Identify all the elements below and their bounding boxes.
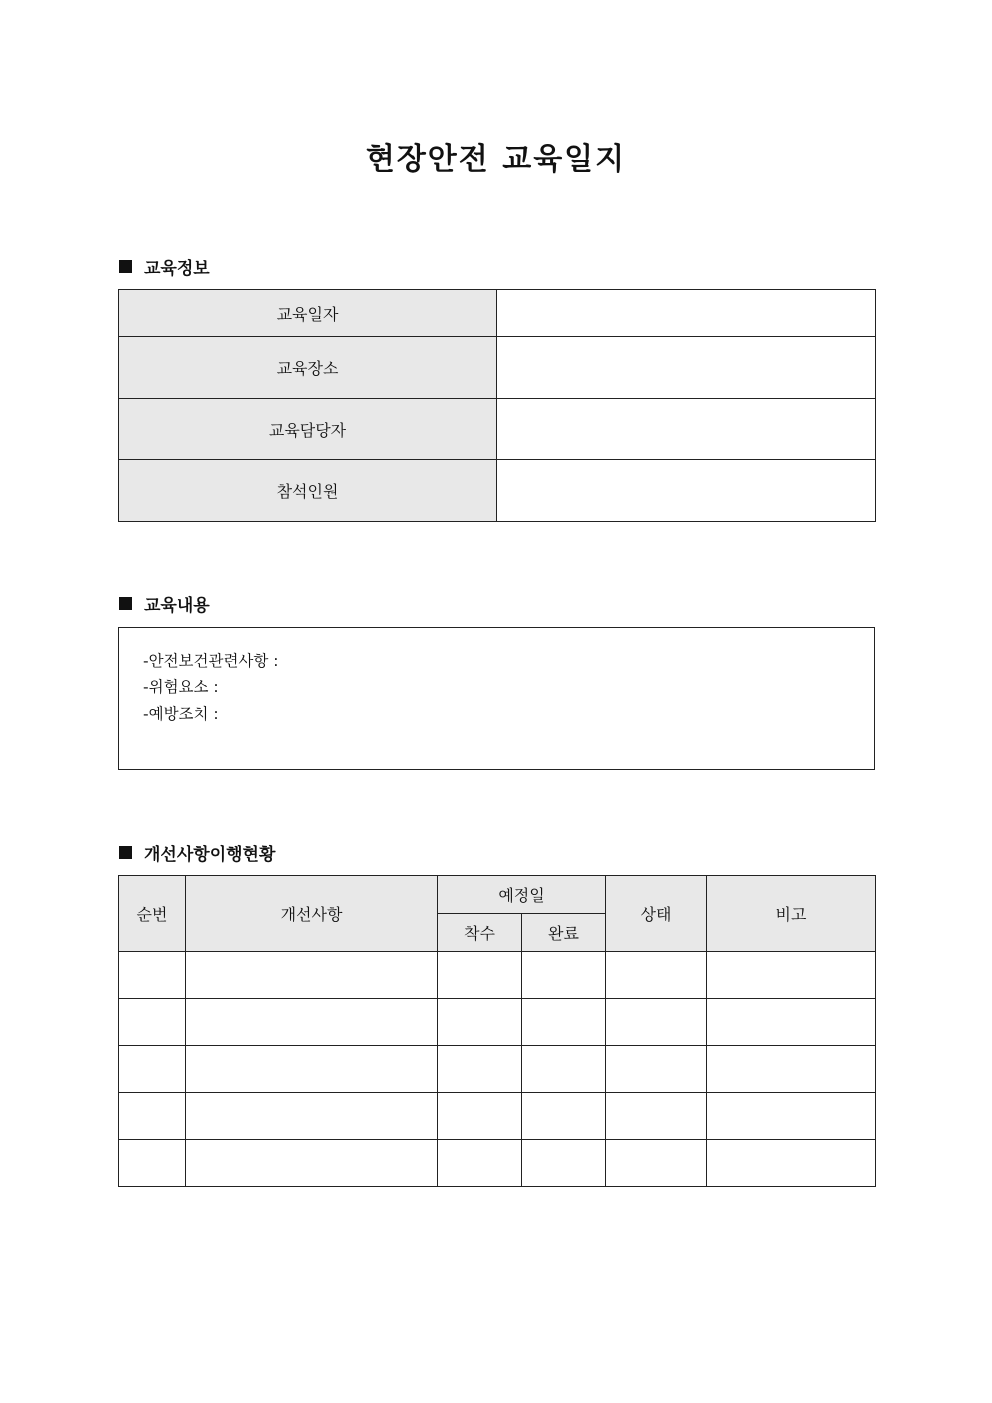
improvement-section-heading — [119, 840, 275, 865]
table-row — [119, 460, 876, 522]
cell-no[interactable] — [119, 1093, 186, 1140]
table-row — [119, 999, 876, 1046]
page-title: 현장안전 교육일지 — [365, 142, 627, 177]
cell-start[interactable] — [438, 1046, 522, 1093]
cell-complete[interactable] — [522, 1046, 606, 1093]
content-section-heading — [119, 591, 210, 616]
cell-item[interactable] — [186, 999, 438, 1046]
header-schedule: 예정일 — [438, 876, 606, 914]
cell-status[interactable] — [606, 1046, 707, 1093]
improvement-status-table — [118, 875, 876, 1187]
square-bullet-icon — [119, 597, 132, 610]
improvement-heading-label: 개선사항이행현황 — [144, 845, 276, 865]
info-label-place: 교육장소 — [119, 337, 497, 399]
info-label-attendees: 참석인원 — [119, 460, 497, 522]
cell-no[interactable] — [119, 999, 186, 1046]
cell-complete[interactable] — [522, 1140, 606, 1187]
content-heading-label: 교육내용 — [144, 596, 210, 616]
education-info-table — [118, 289, 876, 522]
square-bullet-icon — [119, 846, 132, 859]
info-value-instructor[interactable] — [497, 399, 876, 460]
table-row — [119, 290, 876, 337]
info-heading-label: 교육정보 — [144, 259, 210, 279]
table-row — [119, 952, 876, 999]
table-row — [119, 1093, 876, 1140]
info-label-date: 교육일자 — [119, 290, 497, 337]
cell-remarks[interactable] — [707, 1093, 876, 1140]
cell-item[interactable] — [186, 1093, 438, 1140]
cell-status[interactable] — [606, 1093, 707, 1140]
cell-no[interactable] — [119, 1140, 186, 1187]
table-row — [119, 399, 876, 460]
cell-status[interactable] — [606, 1140, 707, 1187]
cell-status[interactable] — [606, 952, 707, 999]
header-no: 순번 — [119, 876, 186, 952]
cell-start[interactable] — [438, 952, 522, 999]
info-value-attendees[interactable] — [497, 460, 876, 522]
education-content-box[interactable] — [118, 627, 875, 770]
cell-complete[interactable] — [522, 952, 606, 999]
cell-no[interactable] — [119, 952, 186, 999]
content-line-hazards: -위험요소 : — [143, 678, 219, 696]
cell-start[interactable] — [438, 1093, 522, 1140]
header-complete: 완료 — [522, 914, 606, 952]
info-section-heading — [119, 254, 210, 279]
header-start: 착수 — [438, 914, 522, 952]
cell-remarks[interactable] — [707, 999, 876, 1046]
cell-complete[interactable] — [522, 1093, 606, 1140]
table-row — [119, 1046, 876, 1093]
header-status: 상태 — [606, 876, 707, 952]
cell-item[interactable] — [186, 1140, 438, 1187]
header-remarks: 비고 — [707, 876, 876, 952]
cell-no[interactable] — [119, 1046, 186, 1093]
cell-item[interactable] — [186, 952, 438, 999]
content-line-safety: -안전보건관련사항 : — [143, 652, 279, 670]
header-item: 개선사항 — [186, 876, 438, 952]
cell-status[interactable] — [606, 999, 707, 1046]
info-label-instructor: 교육담당자 — [119, 399, 497, 460]
info-value-date[interactable] — [497, 290, 876, 337]
info-value-place[interactable] — [497, 337, 876, 399]
cell-remarks[interactable] — [707, 952, 876, 999]
table-row — [119, 1140, 876, 1187]
cell-start[interactable] — [438, 1140, 522, 1187]
cell-start[interactable] — [438, 999, 522, 1046]
content-line-prevention: -예방조치 : — [143, 705, 219, 723]
cell-complete[interactable] — [522, 999, 606, 1046]
cell-remarks[interactable] — [707, 1046, 876, 1093]
header-row — [119, 876, 876, 914]
table-row — [119, 337, 876, 399]
cell-remarks[interactable] — [707, 1140, 876, 1187]
cell-item[interactable] — [186, 1046, 438, 1093]
square-bullet-icon — [119, 260, 132, 273]
